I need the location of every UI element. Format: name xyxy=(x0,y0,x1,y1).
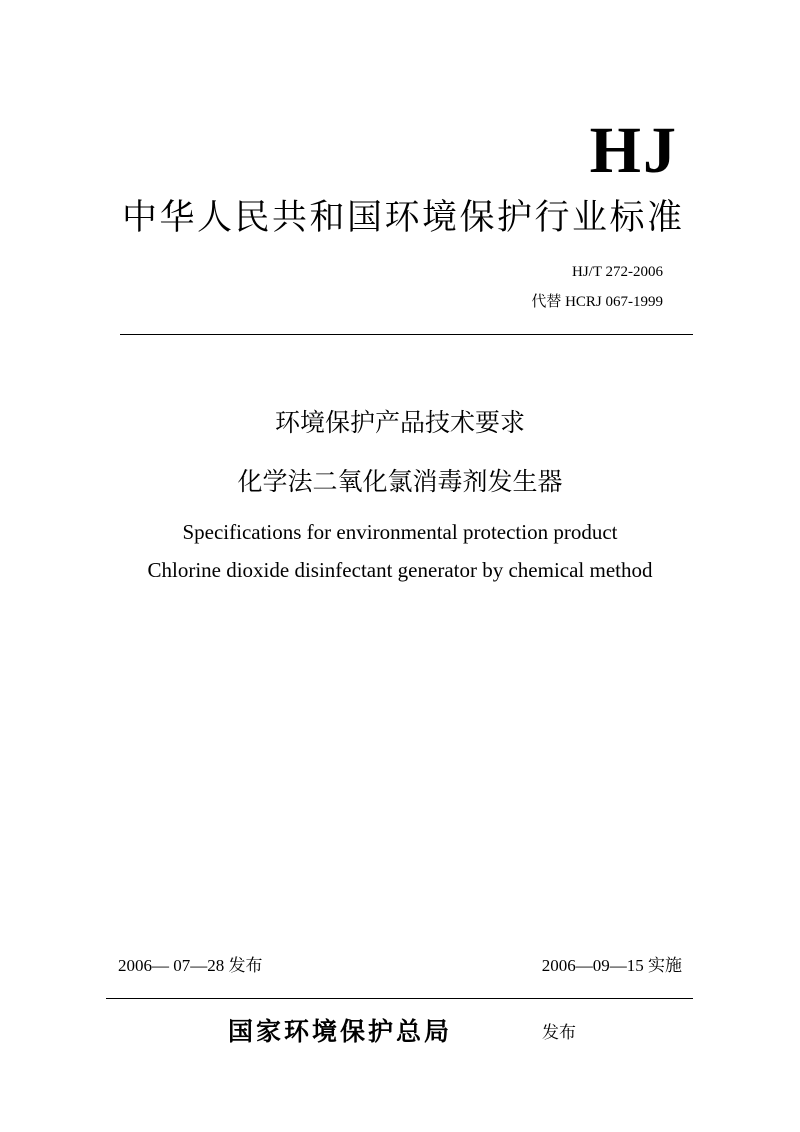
replaces-standard: 代替 HCRJ 067-1999 xyxy=(531,294,663,310)
footer-divider xyxy=(106,998,693,999)
title-english-line-2: Chlorine dioxide disinfectant generator by chemical method xyxy=(147,558,653,582)
title-english-line-1: Specifications for environmental protection product xyxy=(182,520,618,544)
publisher-name: 国家环境保护总局 xyxy=(228,1017,453,1046)
title-chinese-line-1: 环境保护产品技术要求 xyxy=(274,408,525,437)
title-chinese-line-2: 化学法二氧化氯消毒剂发生器 xyxy=(237,467,563,496)
publish-label: 发布 xyxy=(542,1023,576,1043)
standard-number: HJ/T 272-2006 xyxy=(572,264,663,280)
effective-date: 2006—09—15 实施 xyxy=(541,956,682,975)
standard-classification: 中华人民共和国环境保护行业标准 xyxy=(122,198,685,238)
header-divider xyxy=(120,334,693,335)
issue-date: 2006— 07—28 发布 xyxy=(118,956,263,975)
standard-code-mark: HJ xyxy=(589,114,678,187)
